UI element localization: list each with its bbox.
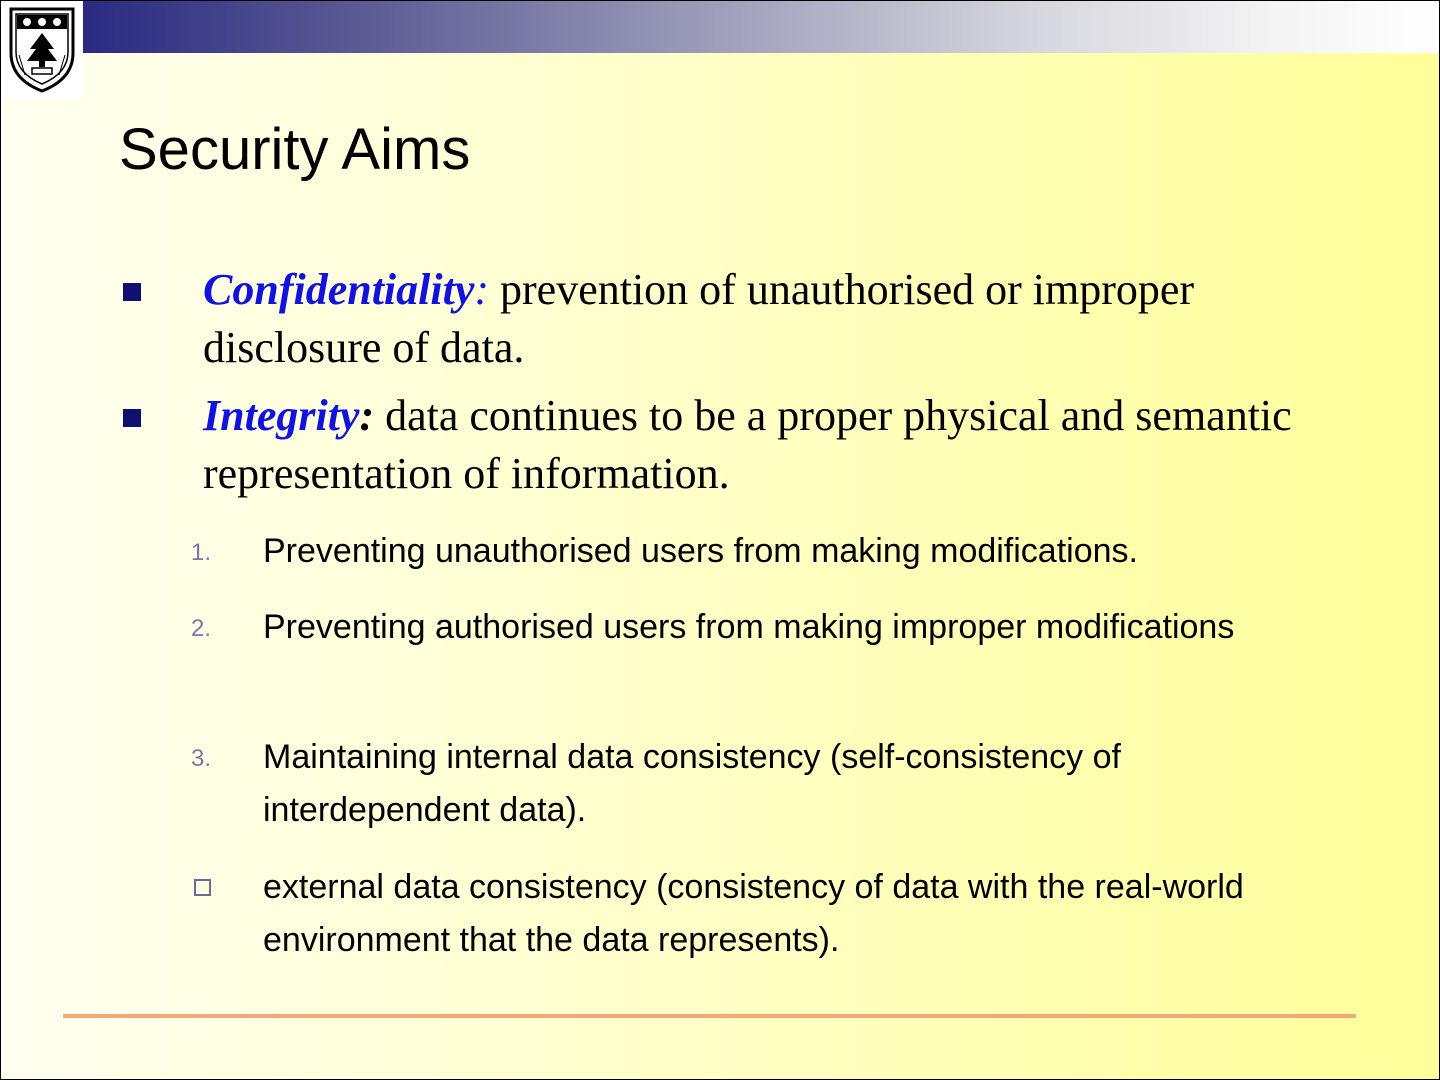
term-separator: : <box>474 265 490 314</box>
university-crest-icon <box>5 5 79 93</box>
list-number: 1. <box>191 539 212 566</box>
bullet-text <box>203 387 1323 503</box>
term-label: Integrity <box>203 391 360 440</box>
term-separator: : <box>359 391 375 440</box>
sub-item-text: Preventing authorised users from making improper modifications <box>263 608 1235 646</box>
bullet-text <box>203 261 1323 377</box>
sub-item-text: Maintaining internal data consistency (self-consistency of interdependent data). <box>263 738 1121 829</box>
bullet-description: prevention of unauthorised or improper disclosure of data. <box>203 265 1195 372</box>
logo-area <box>1 1 83 99</box>
header-gradient-bar <box>83 1 1440 53</box>
square-bullet-icon <box>123 283 141 301</box>
term-label: Confidentiality <box>203 265 475 314</box>
footer-divider <box>63 1014 1356 1018</box>
list-number: 2. <box>191 615 212 642</box>
hollow-square-bullet-icon <box>194 879 211 896</box>
bullet-description: data continues to be a proper physical and semantic representation of information. <box>203 391 1292 498</box>
list-number: 3. <box>191 745 212 772</box>
sub-item-text: external data consistency (consistency of data with the real-world environment that the data represents). <box>263 868 1244 959</box>
page-title: Security Aims <box>119 117 471 182</box>
sub-item-text: Preventing unauthorised users from making modifications. <box>263 532 1138 570</box>
square-bullet-icon <box>123 409 141 427</box>
